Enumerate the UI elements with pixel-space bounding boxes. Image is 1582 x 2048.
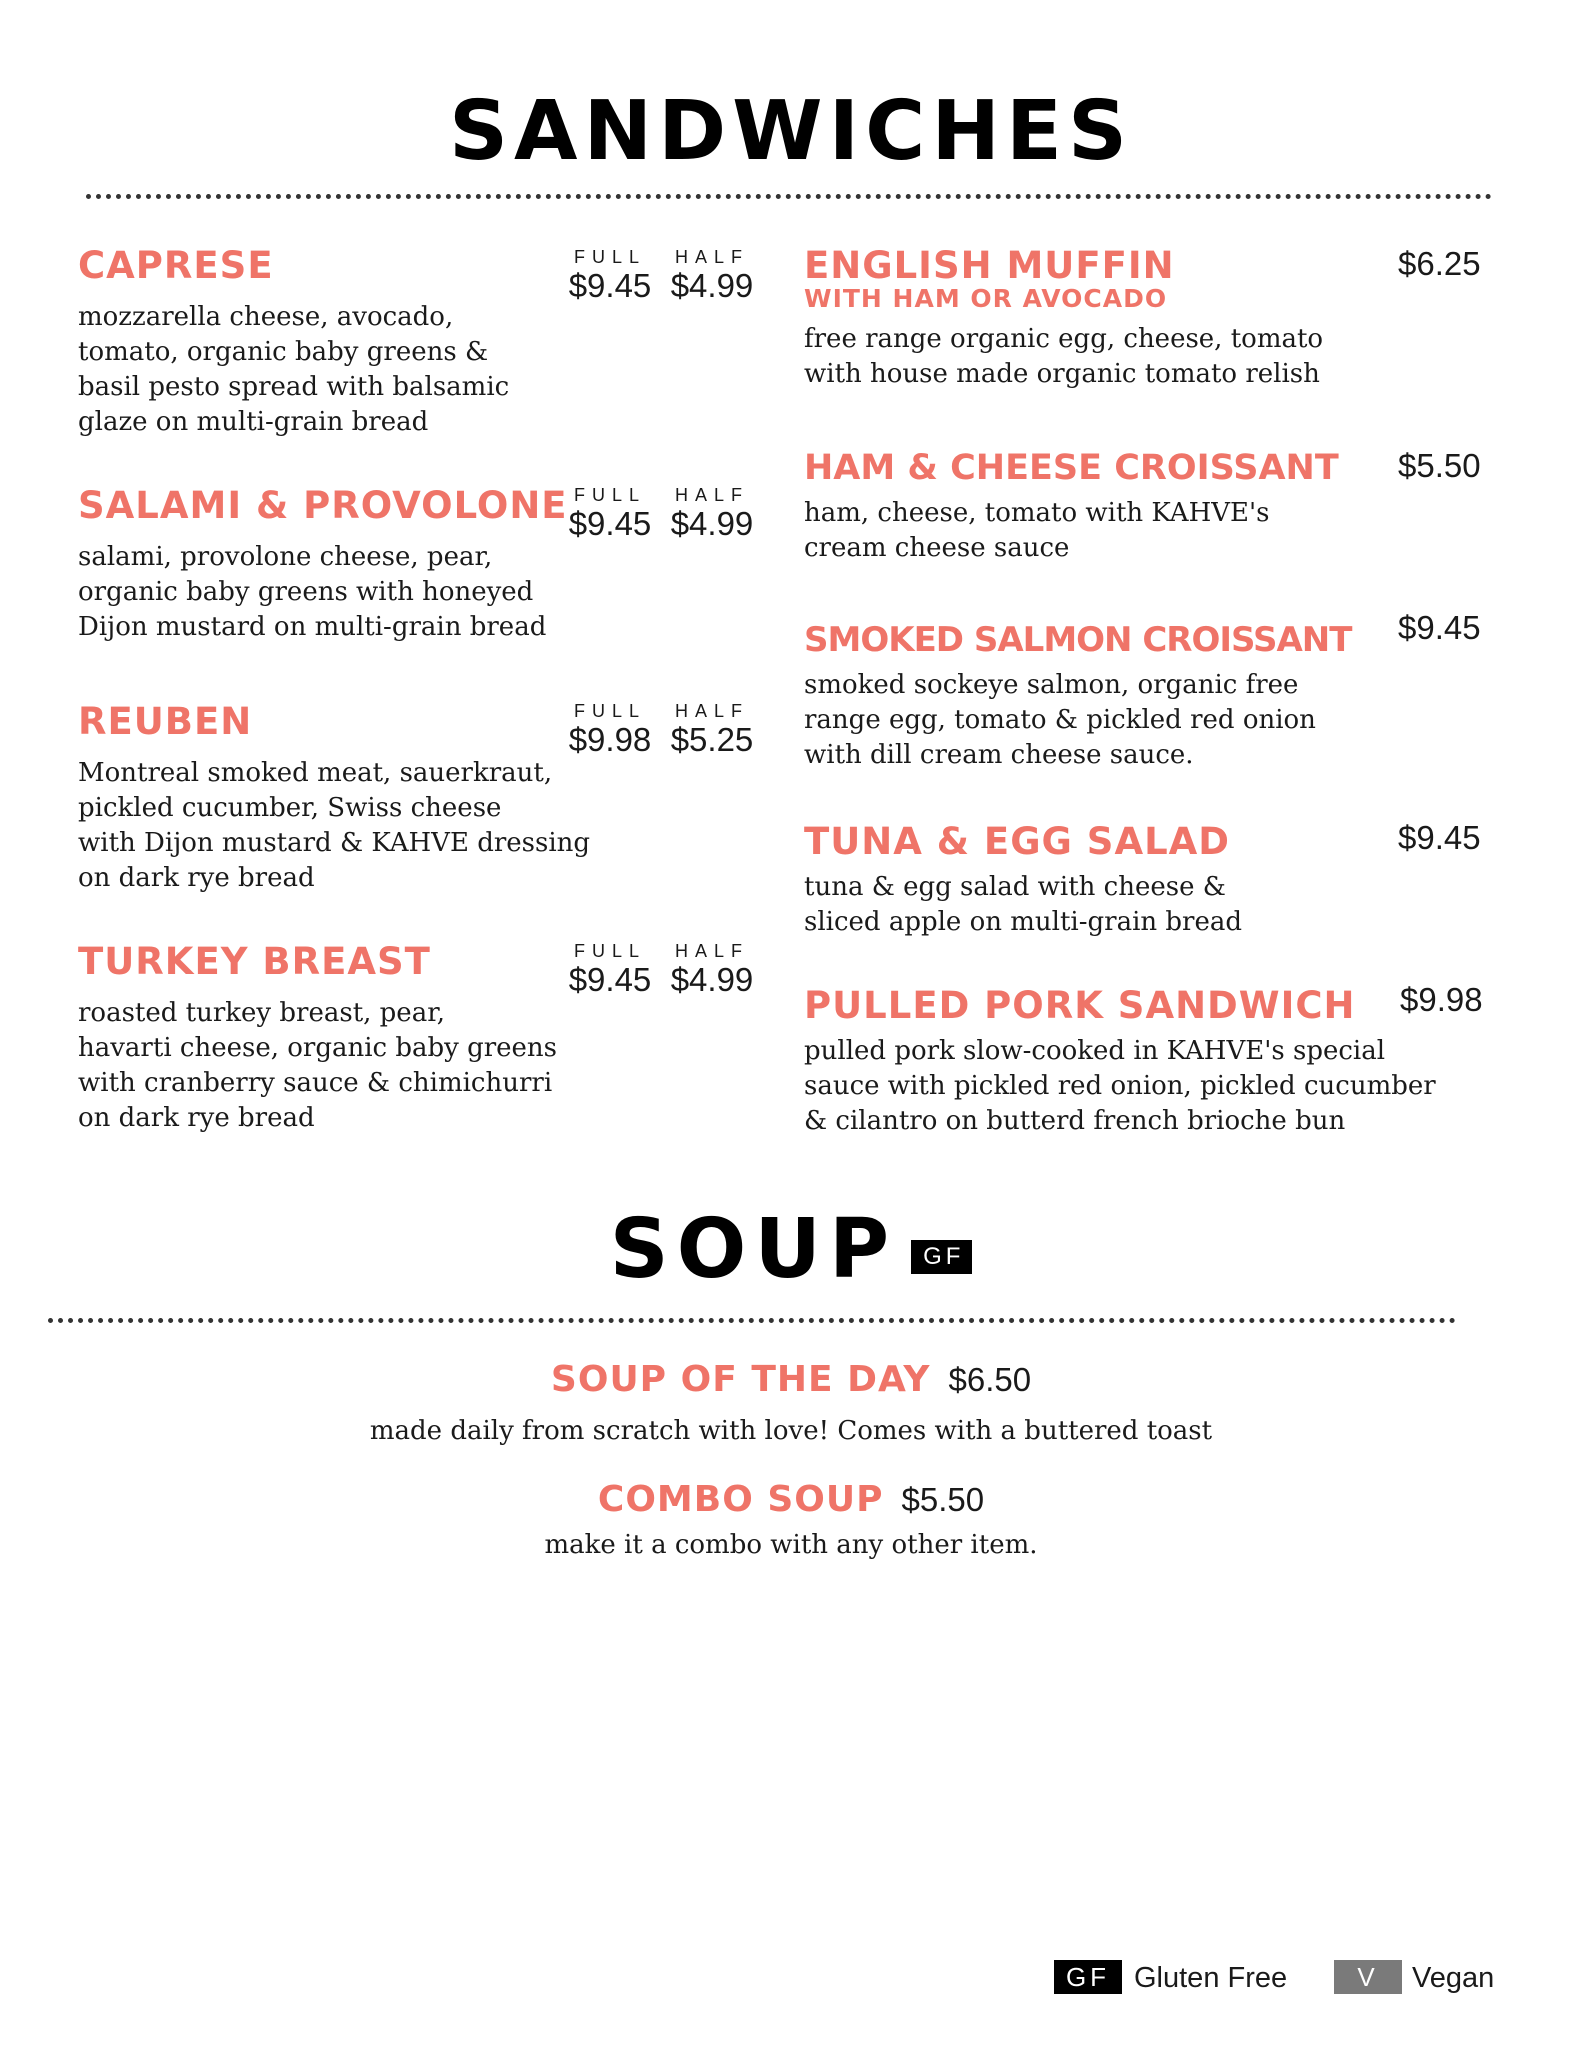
item-price: $5.50	[1398, 447, 1481, 484]
dietary-legend	[1054, 1960, 1534, 2000]
half-price: $4.99	[670, 505, 754, 542]
half-label: HALF	[674, 485, 749, 505]
gluten-free-badge: GF	[911, 1240, 972, 1274]
item-name: SALAMI & PROVOLONE	[78, 484, 568, 527]
item-price: $6.25	[1398, 245, 1481, 282]
item-description: ham, cheese, tomato with KAHVE's cream cheese sauce	[804, 498, 1270, 563]
gluten-free-icon: GF	[1054, 1960, 1122, 1994]
item-price: $6.50	[948, 1361, 1032, 1398]
item-description: smoked sockeye salmon, organic free range egg, tomato & pickled red onion with dill cream cheese sauce.	[804, 670, 1316, 770]
item-description: salami, provolone cheese, pear, organic baby greens with honeyed Dijon mustard on multi-grain bread	[78, 542, 547, 642]
full-price: $9.45	[568, 961, 652, 998]
full-price: $9.98	[568, 721, 652, 758]
soup-heading: SOUP	[609, 1202, 898, 1297]
half-price: $5.25	[670, 721, 754, 758]
half-label: HALF	[674, 941, 749, 961]
full-label: FULL	[573, 941, 646, 961]
vegan-label: Vegan	[1412, 1962, 1495, 1994]
item-subtitle: WITH HAM OR AVOCADO	[804, 284, 1168, 313]
item-description: tuna & egg salad with cheese & sliced apple on multi-grain bread	[804, 872, 1243, 937]
full-price: $9.45	[568, 505, 652, 542]
item-name: ENGLISH MUFFIN	[804, 244, 1175, 287]
item-name: TUNA & EGG SALAD	[804, 820, 1231, 863]
half-label: HALF	[674, 701, 749, 721]
half-label: HALF	[674, 247, 749, 267]
item-name: SOUP OF THE DAY	[550, 1359, 931, 1400]
item-name: COMBO SOUP	[597, 1479, 884, 1520]
soup-item-soup-of-the-day	[0, 1358, 1582, 1402]
item-price: $9.45	[1398, 609, 1481, 646]
soup-divider	[48, 1318, 1456, 1323]
item-price: $5.50	[901, 1481, 985, 1518]
full-price: $9.45	[568, 267, 652, 304]
item-price: $9.98	[1400, 981, 1483, 1018]
item-description: roasted turkey breast, pear, havarti cheese, organic baby greens with cranberry sauce & chimichurri on dark rye bread	[78, 998, 558, 1133]
item-name: HAM & CHEESE CROISSANT	[804, 448, 1339, 488]
item-name: TURKEY BREAST	[78, 940, 431, 983]
full-label: FULL	[573, 247, 646, 267]
vegan-icon: V	[1334, 1960, 1402, 1994]
item-name: PULLED PORK SANDWICH	[804, 984, 1356, 1027]
soup-item-combo-soup	[0, 1478, 1582, 1522]
item-description: pulled pork slow-cooked in KAHVE's special sauce with pickled red onion, pickled cucumber & cilantro on butterd french brioche bun	[804, 1036, 1436, 1136]
item-name: SMOKED SALMON CROISSANT	[804, 620, 1352, 660]
gluten-free-label: Gluten Free	[1134, 1962, 1288, 1994]
soup-heading-row	[0, 1200, 1582, 1300]
soup-item-description: make it a combo with any other item.	[544, 1530, 1038, 1560]
item-name: CAPRESE	[78, 244, 274, 287]
item-name: REUBEN	[78, 700, 253, 743]
sandwiches-divider	[86, 194, 1492, 199]
item-description: mozzarella cheese, avocado, tomato, organic baby greens & basil pesto spread with balsamic glaze on multi-grain bread	[78, 302, 510, 437]
half-price: $4.99	[670, 961, 754, 998]
soup-item-description: made daily from scratch with love! Comes with a buttered toast	[369, 1416, 1213, 1446]
half-price: $4.99	[670, 267, 754, 304]
item-description: Montreal smoked meat, sauerkraut, pickled cucumber, Swiss cheese with Dijon mustard & KAHVE dressing on dark rye bread	[78, 758, 591, 893]
item-price: $9.45	[1398, 819, 1481, 856]
sandwiches-heading: SANDWICHES	[448, 84, 1134, 179]
item-description: free range organic egg, cheese, tomato with house made organic tomato relish	[804, 324, 1324, 389]
full-label: FULL	[573, 485, 646, 505]
full-label: FULL	[573, 701, 646, 721]
